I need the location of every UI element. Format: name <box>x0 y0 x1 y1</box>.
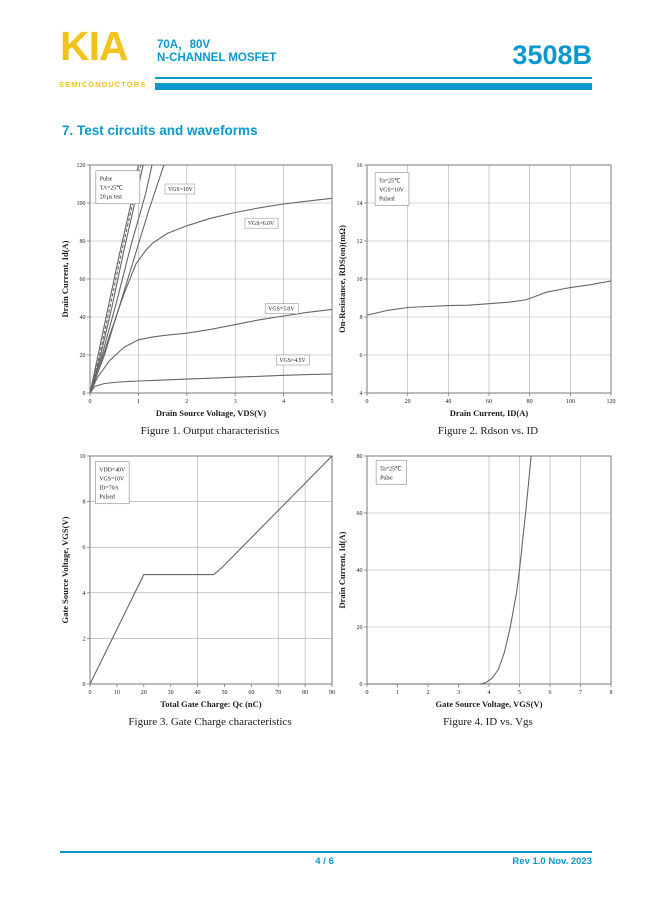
svg-text:16: 16 <box>356 163 363 169</box>
curve-vgs-5v <box>90 306 332 393</box>
svg-text:8: 8 <box>609 690 613 696</box>
gate-charge-plot <box>60 448 340 710</box>
svg-text:80: 80 <box>302 690 309 696</box>
svg-text:10: 10 <box>356 277 363 283</box>
svg-text:8: 8 <box>359 315 363 321</box>
svg-text:20 μs test: 20 μs test <box>99 194 122 201</box>
svg-text:Ta=25℃: Ta=25℃ <box>379 178 401 185</box>
header-rule-thin <box>155 77 592 79</box>
x-axis-label: Drain Current, ID(A) <box>449 408 529 418</box>
svg-text:40: 40 <box>194 690 201 696</box>
figure-4-chart <box>337 448 619 715</box>
curve-label <box>245 218 278 228</box>
svg-text:0: 0 <box>365 690 369 696</box>
svg-text:50: 50 <box>221 690 228 696</box>
svg-text:60: 60 <box>79 277 86 283</box>
conditions-note <box>95 462 129 504</box>
svg-text:60: 60 <box>248 690 255 696</box>
svg-text:Pulsed: Pulsed <box>99 494 115 501</box>
figure-2-caption: Figure 2. Rdson vs. ID <box>437 425 539 437</box>
svg-text:VGS=10V: VGS=10V <box>168 187 193 193</box>
svg-text:120: 120 <box>76 163 86 169</box>
footer-revision: Rev 1.0 Nov. 2023 <box>512 856 592 867</box>
svg-text:10: 10 <box>79 454 86 460</box>
svg-text:60: 60 <box>486 399 492 405</box>
gridlines <box>367 456 611 684</box>
svg-text:Pulsed: Pulsed <box>379 196 395 203</box>
svg-text:3: 3 <box>457 690 460 696</box>
kia-logo-subtext: SEMICONDUCTORS <box>59 80 147 89</box>
svg-text:4: 4 <box>359 391 363 397</box>
svg-text:Pulse: Pulse <box>99 176 113 183</box>
svg-text:80: 80 <box>356 454 363 460</box>
svg-text:100: 100 <box>76 201 86 207</box>
svg-text:4: 4 <box>282 399 286 405</box>
svg-text:12: 12 <box>356 239 363 245</box>
conditions-note <box>96 171 140 204</box>
figure-3-caption: Figure 3. Gate Charge characteristics <box>128 716 292 728</box>
svg-text:100: 100 <box>565 399 575 405</box>
svg-text:80: 80 <box>79 239 86 245</box>
svg-text:6: 6 <box>82 545 86 552</box>
svg-text:VGS=10V: VGS=10V <box>379 187 404 194</box>
part-number: 3508B <box>512 40 592 70</box>
figure-1-chart <box>60 157 340 424</box>
figure-4-caption: Figure 4. ID vs. Vgs <box>443 716 533 728</box>
svg-text:VGS=10V: VGS=10V <box>99 476 125 483</box>
curve-label <box>165 184 195 194</box>
y-axis-label: Drain Current, Id(A) <box>337 531 347 609</box>
svg-text:5: 5 <box>518 690 521 696</box>
conditions-note <box>376 460 406 484</box>
svg-text:VDD=40V: VDD=40V <box>99 467 126 474</box>
svg-text:VGS=4.5V: VGS=4.5V <box>279 358 306 364</box>
svg-text:40: 40 <box>445 399 452 405</box>
svg-text:4: 4 <box>487 690 491 696</box>
figure-2-chart <box>337 157 619 424</box>
svg-text:6: 6 <box>548 690 552 696</box>
svg-text:1: 1 <box>396 690 399 696</box>
svg-text:3: 3 <box>233 399 237 405</box>
conditions-note <box>375 173 409 206</box>
axis-ticks <box>357 454 613 696</box>
svg-text:8: 8 <box>82 499 86 506</box>
svg-text:VGS=5.0V: VGS=5.0V <box>268 306 295 313</box>
svg-text:70: 70 <box>275 690 282 696</box>
section-title: 7. Test circuits and waveforms <box>62 123 258 138</box>
svg-text:0: 0 <box>365 399 369 405</box>
x-axis-label: Total Gate Charge: Qc (nC) <box>160 699 262 709</box>
figure-4 <box>337 448 619 728</box>
svg-text:40: 40 <box>356 568 363 574</box>
svg-text:40: 40 <box>79 315 86 321</box>
figure-3 <box>60 448 340 728</box>
svg-text:2: 2 <box>82 636 86 643</box>
curve-label <box>265 304 298 314</box>
header-rule-thick <box>155 83 592 90</box>
svg-text:20: 20 <box>79 353 86 359</box>
x-axis-label: Drain Source Voltage, VDS(V) <box>155 408 267 418</box>
svg-text:Ta=25℃: Ta=25℃ <box>380 466 402 473</box>
svg-text:0: 0 <box>82 682 86 688</box>
curve-label <box>276 355 309 365</box>
svg-text:90: 90 <box>329 690 335 696</box>
output-characteristics-plot <box>60 157 340 419</box>
svg-text:7: 7 <box>579 690 582 696</box>
svg-text:VGS=6.0V: VGS=6.0V <box>247 221 275 228</box>
figure-3-chart <box>60 448 340 715</box>
svg-text:80: 80 <box>526 399 533 405</box>
footer-rule <box>60 851 592 853</box>
svg-text:0: 0 <box>359 682 363 688</box>
footer-page-number: 4 / 6 <box>315 856 334 867</box>
svg-text:0: 0 <box>88 690 92 696</box>
figure-1-caption: Figure 1. Output characteristics <box>140 425 280 437</box>
svg-text:ID=70A: ID=70A <box>99 485 119 492</box>
svg-text:TA=25℃: TA=25℃ <box>99 185 123 192</box>
svg-text:0: 0 <box>88 399 92 405</box>
svg-text:60: 60 <box>356 511 363 517</box>
svg-text:0: 0 <box>82 391 86 397</box>
svg-text:5: 5 <box>330 399 334 405</box>
id-vs-vgs-plot <box>337 448 619 710</box>
svg-text:1: 1 <box>136 399 140 405</box>
y-axis-label: On-Resistance, RDS(on)(mΩ) <box>337 225 347 333</box>
svg-text:10: 10 <box>113 690 120 696</box>
svg-text:2: 2 <box>426 690 430 696</box>
device-rating: 70A，80V <box>157 39 211 51</box>
svg-text:6: 6 <box>359 353 363 359</box>
svg-text:Pulse: Pulse <box>380 475 393 482</box>
y-axis-label: Gate Source Voltage, VGS(V) <box>60 516 70 624</box>
figure-2 <box>337 157 619 437</box>
svg-text:2: 2 <box>185 399 189 405</box>
svg-text:20: 20 <box>140 690 147 696</box>
device-type: N-CHANNEL MOSFET <box>157 52 277 64</box>
svg-text:4: 4 <box>82 590 86 597</box>
rdson-vs-id-plot <box>337 157 619 419</box>
svg-text:20: 20 <box>356 625 363 631</box>
figure-1 <box>60 157 340 437</box>
svg-text:20: 20 <box>404 399 411 405</box>
svg-text:14: 14 <box>356 201 363 207</box>
svg-text:120: 120 <box>606 399 616 405</box>
y-axis-label: Drain Current, Id(A) <box>60 240 70 318</box>
kia-logo: KIA <box>60 23 128 69</box>
x-axis-label: Gate Source Voltage, VGS(V) <box>435 699 543 709</box>
curve-vgs-4p5v <box>90 374 332 393</box>
svg-text:30: 30 <box>167 690 174 696</box>
